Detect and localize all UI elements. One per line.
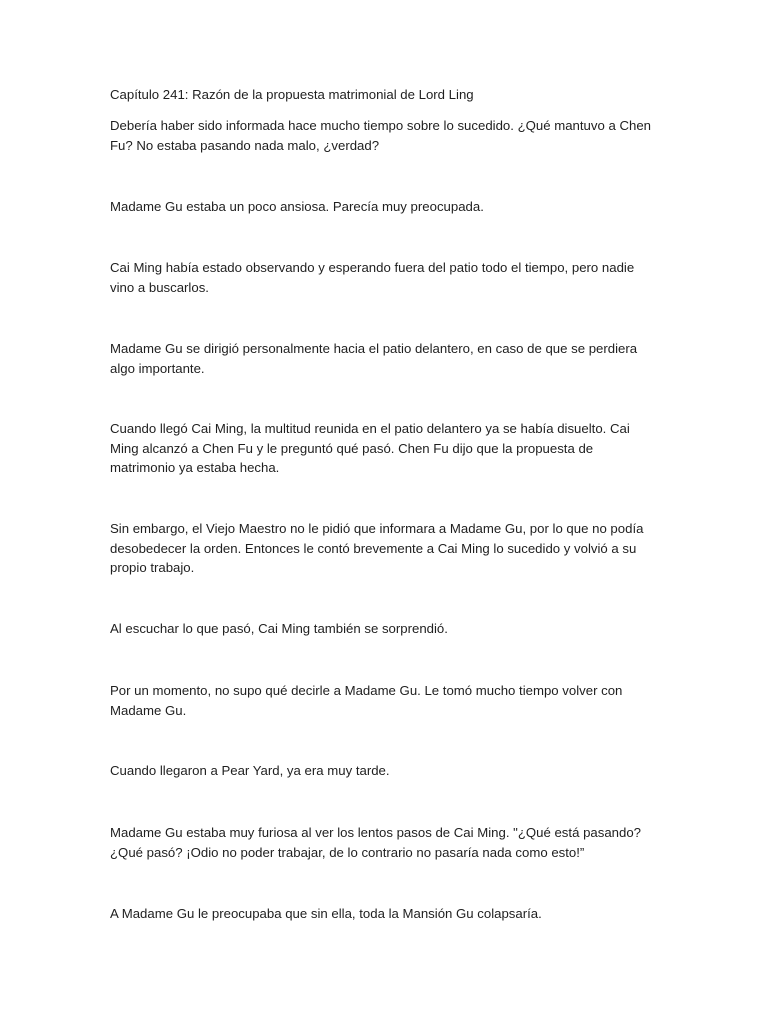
paragraph-4: Madame Gu se dirigió personalmente hacia el patio delantero, en caso de que se perdiera algo importante. [110,341,638,376]
paragraph-9: Cuando llegaron a Pear Yard, ya era muy tarde. [110,763,390,778]
paragraph-7: Al escuchar lo que pasó, Cai Ming también se sorprendió. [110,621,448,636]
paragraph-5: Cuando llegó Cai Ming, la multitud reunida en el patio delantero ya se había disuelto. Cai Ming alcanzó a Chen Fu y le preguntó qué pasó. Chen Fu dijo que la propuesta de matrimonio ya estaba hecha. [110,421,630,475]
paragraph-6: Sin embargo, el Viejo Maestro no le pidió que informara a Madame Gu, por lo que no podía desobedecer la orden. Entonces le contó brevemente a Cai Ming lo sucedido y volvió a su propio trabajo. [110,521,644,575]
paragraph-2: Madame Gu estaba un poco ansiosa. Parecía muy preocupada. [110,199,484,214]
paragraph-3: Cai Ming había estado observando y esperando fuera del patio todo el tiempo, pero nadie vino a buscarlos. [110,260,635,295]
paragraph-1: Debería haber sido informada hace mucho tiempo sobre lo sucedido. ¿Qué mantuvo a Chen Fu? No estaba pasando nada malo, ¿verdad? [110,118,651,153]
paragraph-11: A Madame Gu le preocupaba que sin ella, toda la Mansión Gu colapsaría. [110,906,542,921]
paragraph-10: Madame Gu estaba muy furiosa al ver los lentos pasos de Cai Ming. "¿Qué está pasando? ¿Qué pasó? ¡Odio no poder trabajar, de lo contrario no pasaría nada como esto!” [110,825,641,860]
chapter-title: Capítulo 241: Razón de la propuesta matrimonial de Lord Ling [110,87,474,102]
paragraph-8: Por un momento, no supo qué decirle a Madame Gu. Le tomó mucho tiempo volver con Madame Gu. [110,683,623,718]
